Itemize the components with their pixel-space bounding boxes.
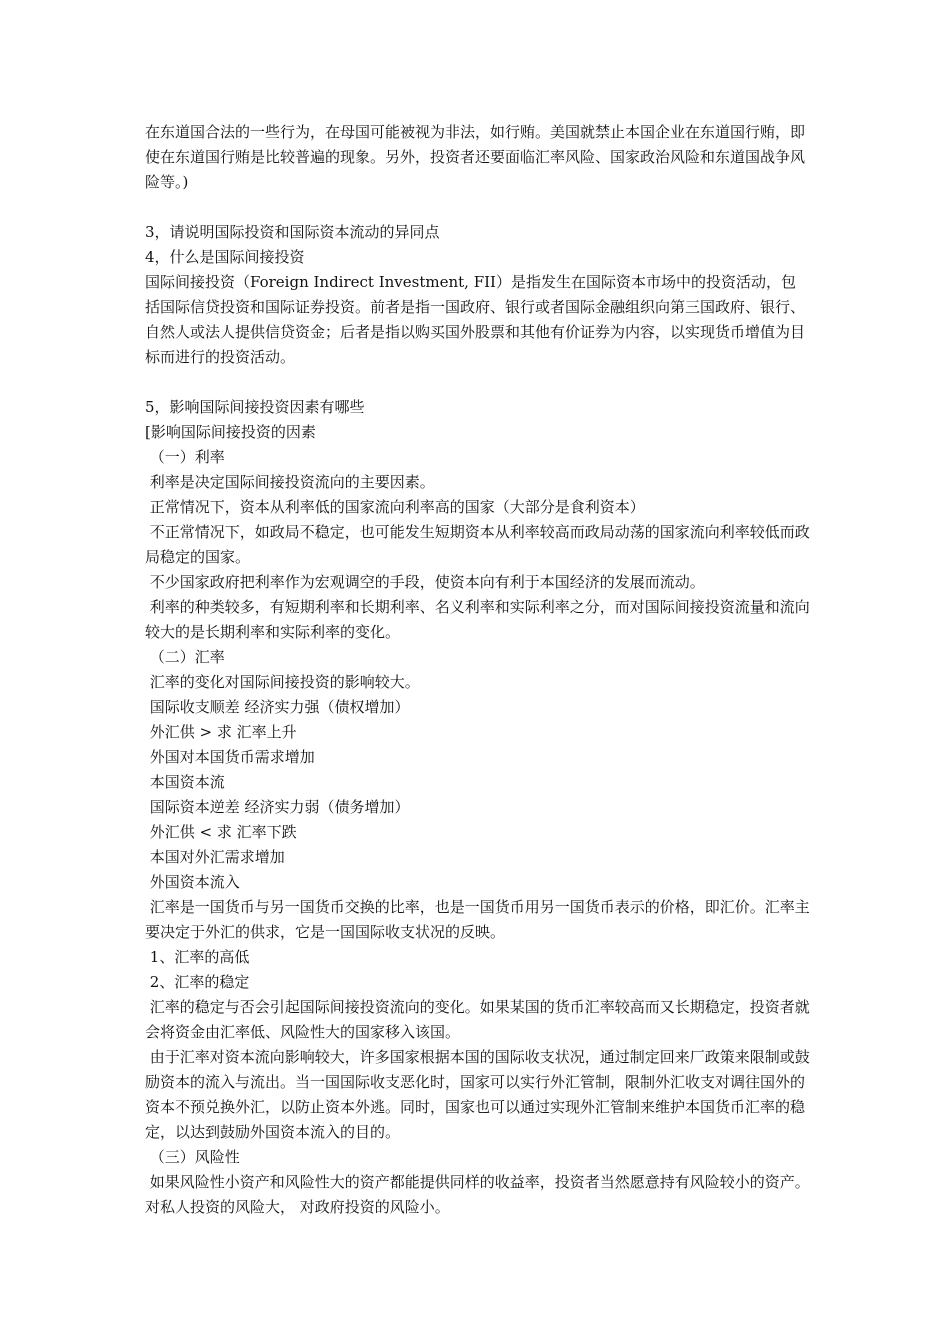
paragraph: 外国资本流入 <box>145 873 240 891</box>
subheading-interest-rate: （一）利率 <box>145 448 225 466</box>
subheading-exchange-rate: （二）汇率 <box>145 648 225 666</box>
paragraph: 外国对本国货币需求增加 <box>145 748 315 766</box>
question-4: 4，什么是国际间接投资 <box>145 248 305 266</box>
paragraph: 不少国家政府把利率作为宏观调空的手段，使资本向有利于本国经济的发展而流动。 <box>145 573 705 591</box>
paragraph: 汇率的稳定与否会引起国际间接投资流向的变化。如果某国的货币汇率较高而又长期稳定，投资者就会将资金由汇率低、风险性大的国家移入该国。 <box>145 998 810 1041</box>
paragraph-host-country-risks: 在东道国合法的一些行为，在母国可能被视为非法，如行贿。美国就禁止本国企业在东道国行贿，即使在东道国行贿是比较普遍的现象。另外，投资者还要面临汇率风险、国家政治风险和东道国战争风险等。) <box>145 123 806 191</box>
paragraph: 外汇供 > 求 汇率上升 <box>145 723 297 741</box>
subheading-risk: （三）风险性 <box>145 1148 240 1166</box>
paragraph: 本国对外汇需求增加 <box>145 848 285 866</box>
paragraph: 本国资本流 <box>145 773 225 791</box>
paragraph: 汇率是一国货币与另一国货币交换的比率，也是一国货币用另一国货币表示的价格，即汇价。汇率主要决定于外汇的供求，它是一国国际收支状况的反映。 <box>145 898 810 941</box>
paragraph: 利率是决定国际间接投资流向的主要因素。 <box>145 473 435 491</box>
paragraph: 汇率的变化对国际间接投资的影响较大。 <box>145 673 420 691</box>
question-5: 5，影响国际间接投资因素有哪些 <box>145 398 365 416</box>
paragraph: 不正常情况下，如政局不稳定，也可能发生短期资本从利率较高而政局动荡的国家流向利率较低而政局稳定的国家。 <box>145 523 810 566</box>
paragraph: 由于汇率对资本流向影响较大，许多国家根据本国的国际收支状况，通过制定回来厂政策来限制或鼓励资本的流入与流出。当一国国际收支恶化时，国家可以实行外汇管制，限制外汇收支对调往国外的资本不预兑换外汇，以防止资本外逃。同时，国家也可以通过实现外汇管制来维护本国货币汇率的稳定，以达到鼓励外国资本流入的目的。 <box>145 1048 810 1141</box>
paragraph: 外汇供 < 求 汇率下跌 <box>145 823 297 841</box>
paragraph: 利率的种类较多，有短期利率和长期利率、名义利率和实际利率之分，而对国际间接投资流量和流向较大的是长期利率和实际利率的变化。 <box>145 598 810 641</box>
paragraph: 如果风险性小资产和风险性大的资产都能提供同样的收益率，投资者当然愿意持有风险较小的资产。对私人投资的风险大， 对政府投资的风险小。 <box>145 1173 810 1216</box>
list-item: 1、汇率的高低 <box>145 948 250 966</box>
list-item: 2、汇率的稳定 <box>145 973 250 991</box>
paragraph: 国际资本逆差 经济实力弱（债务增加） <box>145 798 410 816</box>
paragraph-fii-definition: 国际间接投资（Foreign Indirect Investment, FII）是指发生在国际资本市场中的投资活动，包括国际信贷投资和国际证券投资。前者是指一国政府、银行或者国际金融组织向第三国政府、银行、自然人或法人提供信贷资金；后者是指以购买国外股票和其他有价证券为内容，以实现货币增值为目标而进行的投资活动。 <box>145 273 806 366</box>
paragraph: 国际收支顺差 经济实力强（债权增加） <box>145 698 410 716</box>
paragraph: 正常情况下，资本从利率低的国家流向利率高的国家（大部分是食利资本） <box>145 498 645 516</box>
blank-line <box>145 195 810 220</box>
section-heading-factors: [影响国际间接投资的因素 <box>145 423 316 441</box>
document-body <box>145 120 810 1220</box>
blank-line <box>145 370 810 395</box>
question-3: 3，请说明国际投资和国际资本流动的异同点 <box>145 223 440 241</box>
